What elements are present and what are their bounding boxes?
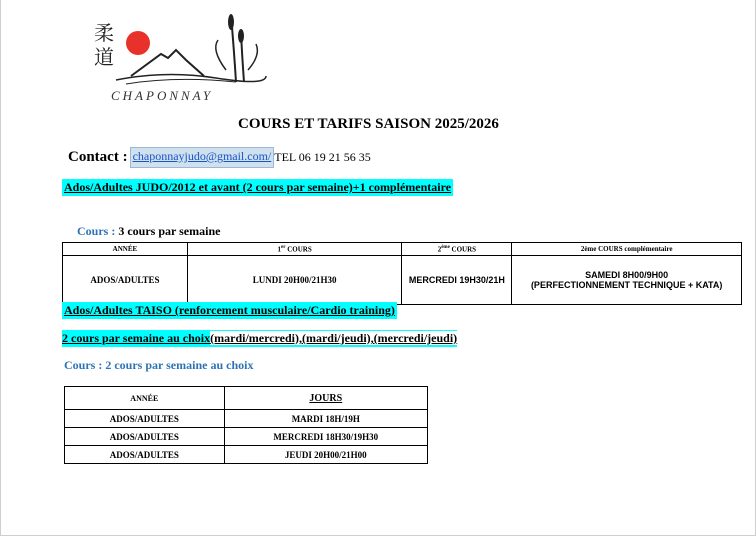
logo-club-name: CHAPONNAY [111,88,214,103]
contact-phone: TEL 06 19 21 56 35 [274,150,371,164]
contact-line [68,147,371,168]
judo-courses-label: Cours : 3 cours par semaine [77,224,221,238]
judo-schedule-table [62,242,742,305]
taiso-schedule-table [64,386,428,464]
cell-cours-complementaire: SAMEDI 8H00/9H00 (PERFECTIONNEMENT TECHNIQUE + KATA) [512,256,742,305]
table-row [63,256,742,305]
cell-annee: ADOS/ADULTES [63,256,188,305]
header-annee: ANNÉE [65,387,225,410]
taiso-choice-line: 2 cours par semaine au choix(mardi/mercredi),(mardi/jeudi),(mercredi/jeudi) [62,331,458,345]
contact-email-link[interactable]: chaponnayjudo@gmail.com/ [130,147,275,168]
page-title: COURS ET TARIFS SAISON 2025/2026 [238,116,499,132]
logo-kanji-1: 柔 [94,21,114,45]
header-cours-1: 1er COURS [187,243,402,256]
judo-section-heading: Ados/Adultes JUDO/2012 et avant (2 cours par semaine)+1 complémentaire [64,180,452,194]
logo-kanji-2: 道 [94,45,114,69]
rising-sun-icon [126,31,150,55]
header-annee: ANNÉE [63,243,188,256]
table-row: ADOS/ADULTES MARDI 18H/19H [65,410,428,428]
table-header-row [63,243,742,256]
header-jours: JOURS [224,387,427,410]
table-row: ADOS/ADULTES JEUDI 20H00/21H00 [65,446,428,464]
table-header-row [65,387,428,410]
contact-label: Contact : [68,149,128,165]
table-row: ADOS/ADULTES MERCREDI 18H30/19H30 [65,428,428,446]
taiso-courses-label: Cours : 2 cours par semaine au choix [64,358,254,372]
header-cours-complementaire: 2ème COURS complémentaire [512,243,742,256]
taiso-section-heading: Ados/Adultes TAISO (renforcement musculaire/Cardio training) [64,303,395,317]
header-cours-2: 2ème COURS [402,243,512,256]
cell-cours-2: MERCREDI 19H30/21H [402,256,512,305]
cell-cours-1: LUNDI 20H00/21H30 [187,256,402,305]
